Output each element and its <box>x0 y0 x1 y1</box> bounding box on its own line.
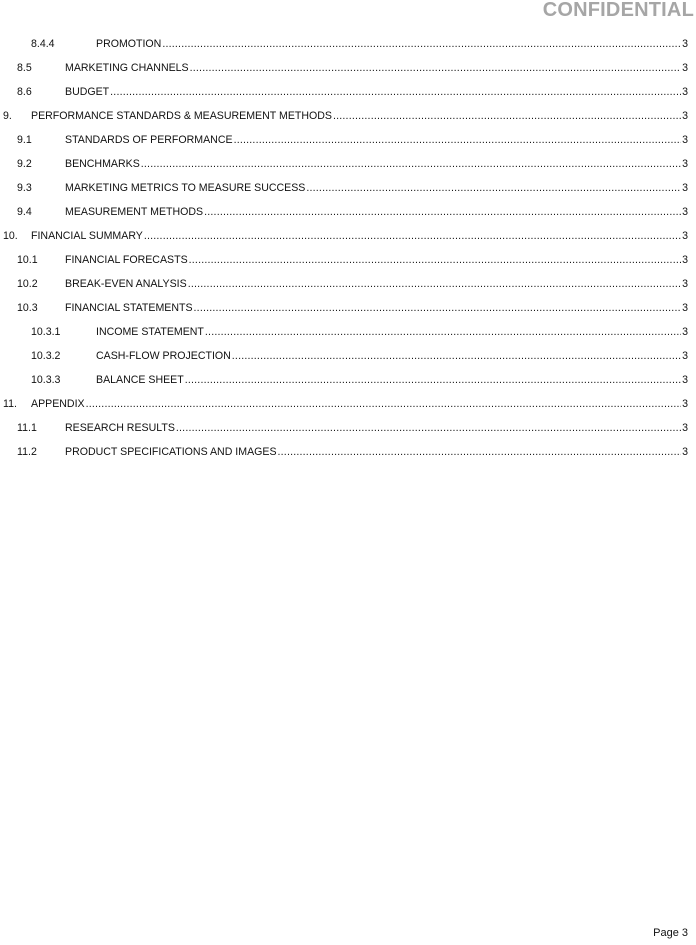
toc-entry-page[interactable]: 3 <box>682 326 688 338</box>
toc-entry-number: 11.2 <box>17 446 37 458</box>
toc-entry[interactable] <box>0 248 688 272</box>
toc-dot-leader <box>194 296 682 320</box>
toc-entry[interactable] <box>0 152 688 176</box>
toc-dot-leader <box>141 152 681 176</box>
toc-entry-number: 11. <box>3 398 17 410</box>
page-number: Page 3 <box>653 927 688 939</box>
toc-entry-number: 8.5 <box>17 62 32 74</box>
toc-entry-number: 10. <box>3 230 18 242</box>
toc-entry-page[interactable]: 3 <box>682 302 688 314</box>
toc-entry-number: 9.4 <box>17 206 32 218</box>
toc-entry-number: 10.2 <box>17 278 38 290</box>
toc-entry[interactable] <box>0 272 688 296</box>
toc-entry[interactable] <box>0 56 688 80</box>
toc-entry-page[interactable]: 3 <box>682 398 688 410</box>
toc-dot-leader <box>205 320 681 344</box>
toc-dot-leader <box>306 176 681 200</box>
table-of-contents <box>0 32 688 464</box>
toc-entry-number: 10.1 <box>17 254 38 266</box>
toc-entry-page[interactable]: 3 <box>682 422 688 434</box>
toc-entry[interactable] <box>0 80 688 104</box>
toc-dot-leader <box>278 440 682 464</box>
toc-entry[interactable] <box>0 320 688 344</box>
toc-entry-number: 9.1 <box>17 134 32 146</box>
toc-entry-page[interactable]: 3 <box>682 62 688 74</box>
toc-dot-leader <box>162 32 681 56</box>
toc-dot-leader <box>176 416 681 440</box>
toc-entry-page[interactable]: 3 <box>682 230 688 242</box>
toc-entry-number: 9.3 <box>17 182 32 194</box>
toc-dot-leader <box>234 128 682 152</box>
toc-entry-page[interactable]: 3 <box>682 158 688 170</box>
toc-entry-title[interactable]: BENCHMARKS <box>65 158 140 170</box>
toc-entry-page[interactable]: 3 <box>682 254 688 266</box>
toc-dot-leader <box>110 80 681 104</box>
toc-entry-title[interactable]: PERFORMANCE STANDARDS & MEASUREMENT METHODS <box>31 110 332 122</box>
toc-entry[interactable] <box>0 200 688 224</box>
toc-entry-title[interactable]: FINANCIAL SUMMARY <box>31 230 143 242</box>
toc-entry[interactable] <box>0 128 688 152</box>
toc-dot-leader <box>144 224 681 248</box>
toc-entry-title[interactable]: FINANCIAL FORECASTS <box>65 254 188 266</box>
toc-dot-leader <box>185 368 681 392</box>
toc-entry-title[interactable]: PROMOTION <box>96 38 162 50</box>
toc-entry-title[interactable]: BREAK-EVEN ANALYSIS <box>65 278 187 290</box>
toc-entry-page[interactable]: 3 <box>682 350 688 362</box>
toc-dot-leader <box>189 248 681 272</box>
toc-entry[interactable] <box>0 392 688 416</box>
toc-entry-title[interactable]: BUDGET <box>65 86 110 98</box>
toc-entry-number: 10.3 <box>17 302 38 314</box>
toc-entry-number: 9.2 <box>17 158 32 170</box>
toc-entry[interactable] <box>0 344 688 368</box>
toc-entry[interactable] <box>0 176 688 200</box>
confidential-watermark: CONFIDENTIAL <box>542 0 694 21</box>
toc-entry-title[interactable]: CASH-FLOW PROJECTION <box>96 350 231 362</box>
toc-entry-title[interactable]: PRODUCT SPECIFICATIONS AND IMAGES <box>65 446 277 458</box>
toc-entry-title[interactable]: MEASUREMENT METHODS <box>65 206 204 218</box>
toc-dot-leader <box>190 56 681 80</box>
toc-entry-number: 9. <box>3 110 12 122</box>
toc-entry-page[interactable]: 3 <box>682 86 688 98</box>
toc-entry-page[interactable]: 3 <box>682 206 688 218</box>
toc-entry[interactable] <box>0 416 688 440</box>
toc-entry-page[interactable]: 3 <box>682 374 688 386</box>
toc-entry-page[interactable]: 3 <box>682 278 688 290</box>
toc-entry-number: 8.6 <box>17 86 32 98</box>
toc-entry-title[interactable]: MARKETING CHANNELS <box>65 62 189 74</box>
toc-entry-title[interactable]: STANDARDS OF PERFORMANCE <box>65 134 233 146</box>
toc-entry-page[interactable]: 3 <box>682 38 688 50</box>
toc-entry-page[interactable]: 3 <box>682 110 688 122</box>
toc-entry[interactable] <box>0 368 688 392</box>
toc-entry-title[interactable]: BALANCE SHEET <box>96 374 184 386</box>
toc-entry-title[interactable]: RESEARCH RESULTS <box>65 422 175 434</box>
toc-entry[interactable] <box>0 104 688 128</box>
toc-entry-page[interactable]: 3 <box>682 446 688 458</box>
toc-entry-title[interactable]: MARKETING METRICS TO MEASURE SUCCESS <box>65 182 306 194</box>
toc-entry-page[interactable]: 3 <box>682 134 688 146</box>
toc-entry[interactable] <box>0 296 688 320</box>
toc-entry-number: 10.3.1 <box>31 326 61 338</box>
toc-entry-title[interactable]: APPENDIX <box>31 398 85 410</box>
toc-entry[interactable] <box>0 224 688 248</box>
toc-entry-number: 10.3.2 <box>31 350 61 362</box>
toc-entry-number: 8.4.4 <box>31 38 55 50</box>
toc-entry-page[interactable]: 3 <box>682 182 688 194</box>
toc-entry-title[interactable]: INCOME STATEMENT <box>96 326 204 338</box>
toc-entry[interactable] <box>0 32 688 56</box>
toc-dot-leader <box>188 272 681 296</box>
toc-dot-leader <box>232 344 681 368</box>
toc-entry-number: 10.3.3 <box>31 374 61 386</box>
toc-entry[interactable] <box>0 440 688 464</box>
toc-dot-leader <box>333 104 681 128</box>
toc-entry-title[interactable]: FINANCIAL STATEMENTS <box>65 302 193 314</box>
toc-entry-number: 11.1 <box>17 422 37 434</box>
toc-dot-leader <box>204 200 681 224</box>
toc-dot-leader <box>86 392 682 416</box>
